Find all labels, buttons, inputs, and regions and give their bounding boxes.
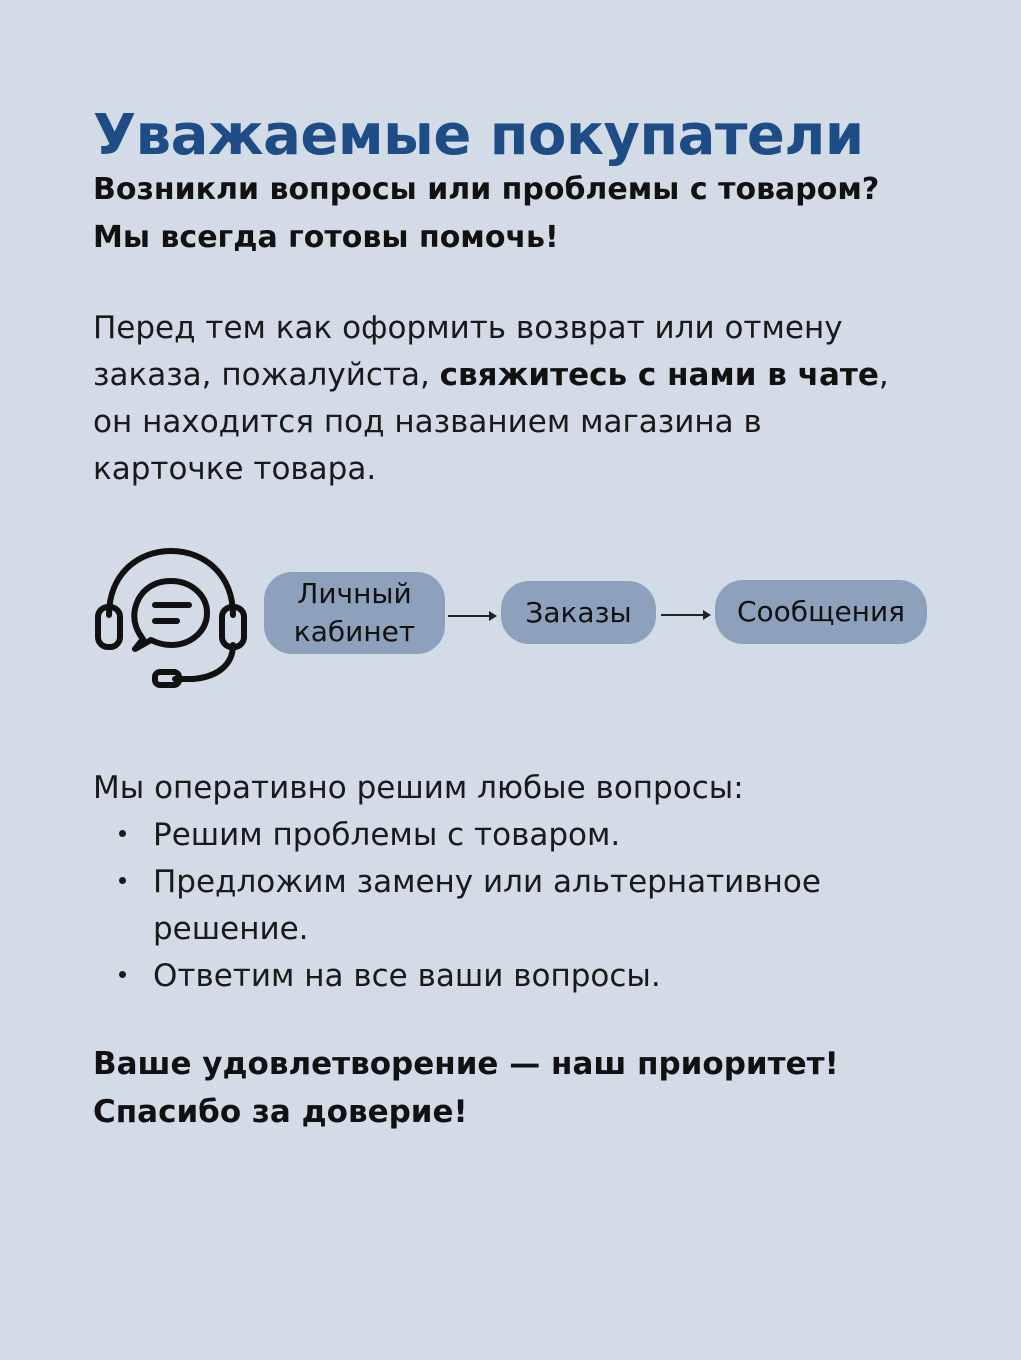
bullet-icon bbox=[119, 877, 126, 884]
list-item bbox=[93, 859, 953, 953]
intro-paragraph bbox=[93, 305, 953, 493]
closing-line-1: Ваше удовлетворение — наш приоритет! bbox=[93, 1046, 839, 1082]
list-item-text: Ответим на все ваши вопросы. bbox=[153, 958, 661, 994]
subtitle-line-1: Возникли вопросы или проблемы с товаром? bbox=[93, 172, 880, 207]
help-lead: Мы оперативно решим любые вопросы: bbox=[93, 770, 744, 806]
list-item bbox=[93, 812, 953, 859]
intro-line-2 bbox=[93, 352, 953, 399]
intro-line-4: карточке товара. bbox=[93, 451, 377, 487]
bullet-icon bbox=[119, 830, 126, 837]
subtitle-line-2: Мы всегда готовы помочь! bbox=[93, 220, 559, 255]
navigation-flow bbox=[93, 545, 953, 695]
step-personal-account-line-1: Личный bbox=[297, 577, 412, 610]
step-messages: Сообщения bbox=[715, 580, 927, 644]
step-personal-account bbox=[264, 572, 445, 654]
arrow-right-icon bbox=[661, 614, 709, 616]
intro-line-3: он находится под названием магазина в bbox=[93, 404, 762, 440]
list-item bbox=[93, 953, 953, 1000]
bullet-icon bbox=[119, 971, 126, 978]
list-item-text: Решим проблемы с товаром. bbox=[153, 817, 621, 853]
intro-line-1: Перед тем как оформить возврат или отмену bbox=[93, 310, 843, 346]
page-title: Уважаемые покупатели bbox=[93, 103, 864, 168]
step-personal-account-line-2: кабинет bbox=[293, 615, 416, 648]
closing-message bbox=[93, 1040, 953, 1136]
step-orders: Заказы bbox=[501, 581, 656, 644]
help-section bbox=[93, 765, 953, 1000]
closing-line-2: Спасибо за доверие! bbox=[93, 1094, 468, 1130]
help-list bbox=[93, 812, 953, 1000]
headset-chat-icon bbox=[93, 545, 249, 690]
intro-line-2-suffix: , bbox=[878, 357, 889, 393]
intro-line-2-prefix: заказа, пожалуйста, bbox=[93, 357, 440, 393]
intro-line-2-bold: свяжитесь с нами в чате bbox=[439, 357, 879, 393]
arrow-right-icon bbox=[448, 615, 495, 617]
list-item-text: Предложим замену или альтернативное решение. bbox=[153, 864, 821, 947]
subtitle bbox=[93, 166, 953, 262]
